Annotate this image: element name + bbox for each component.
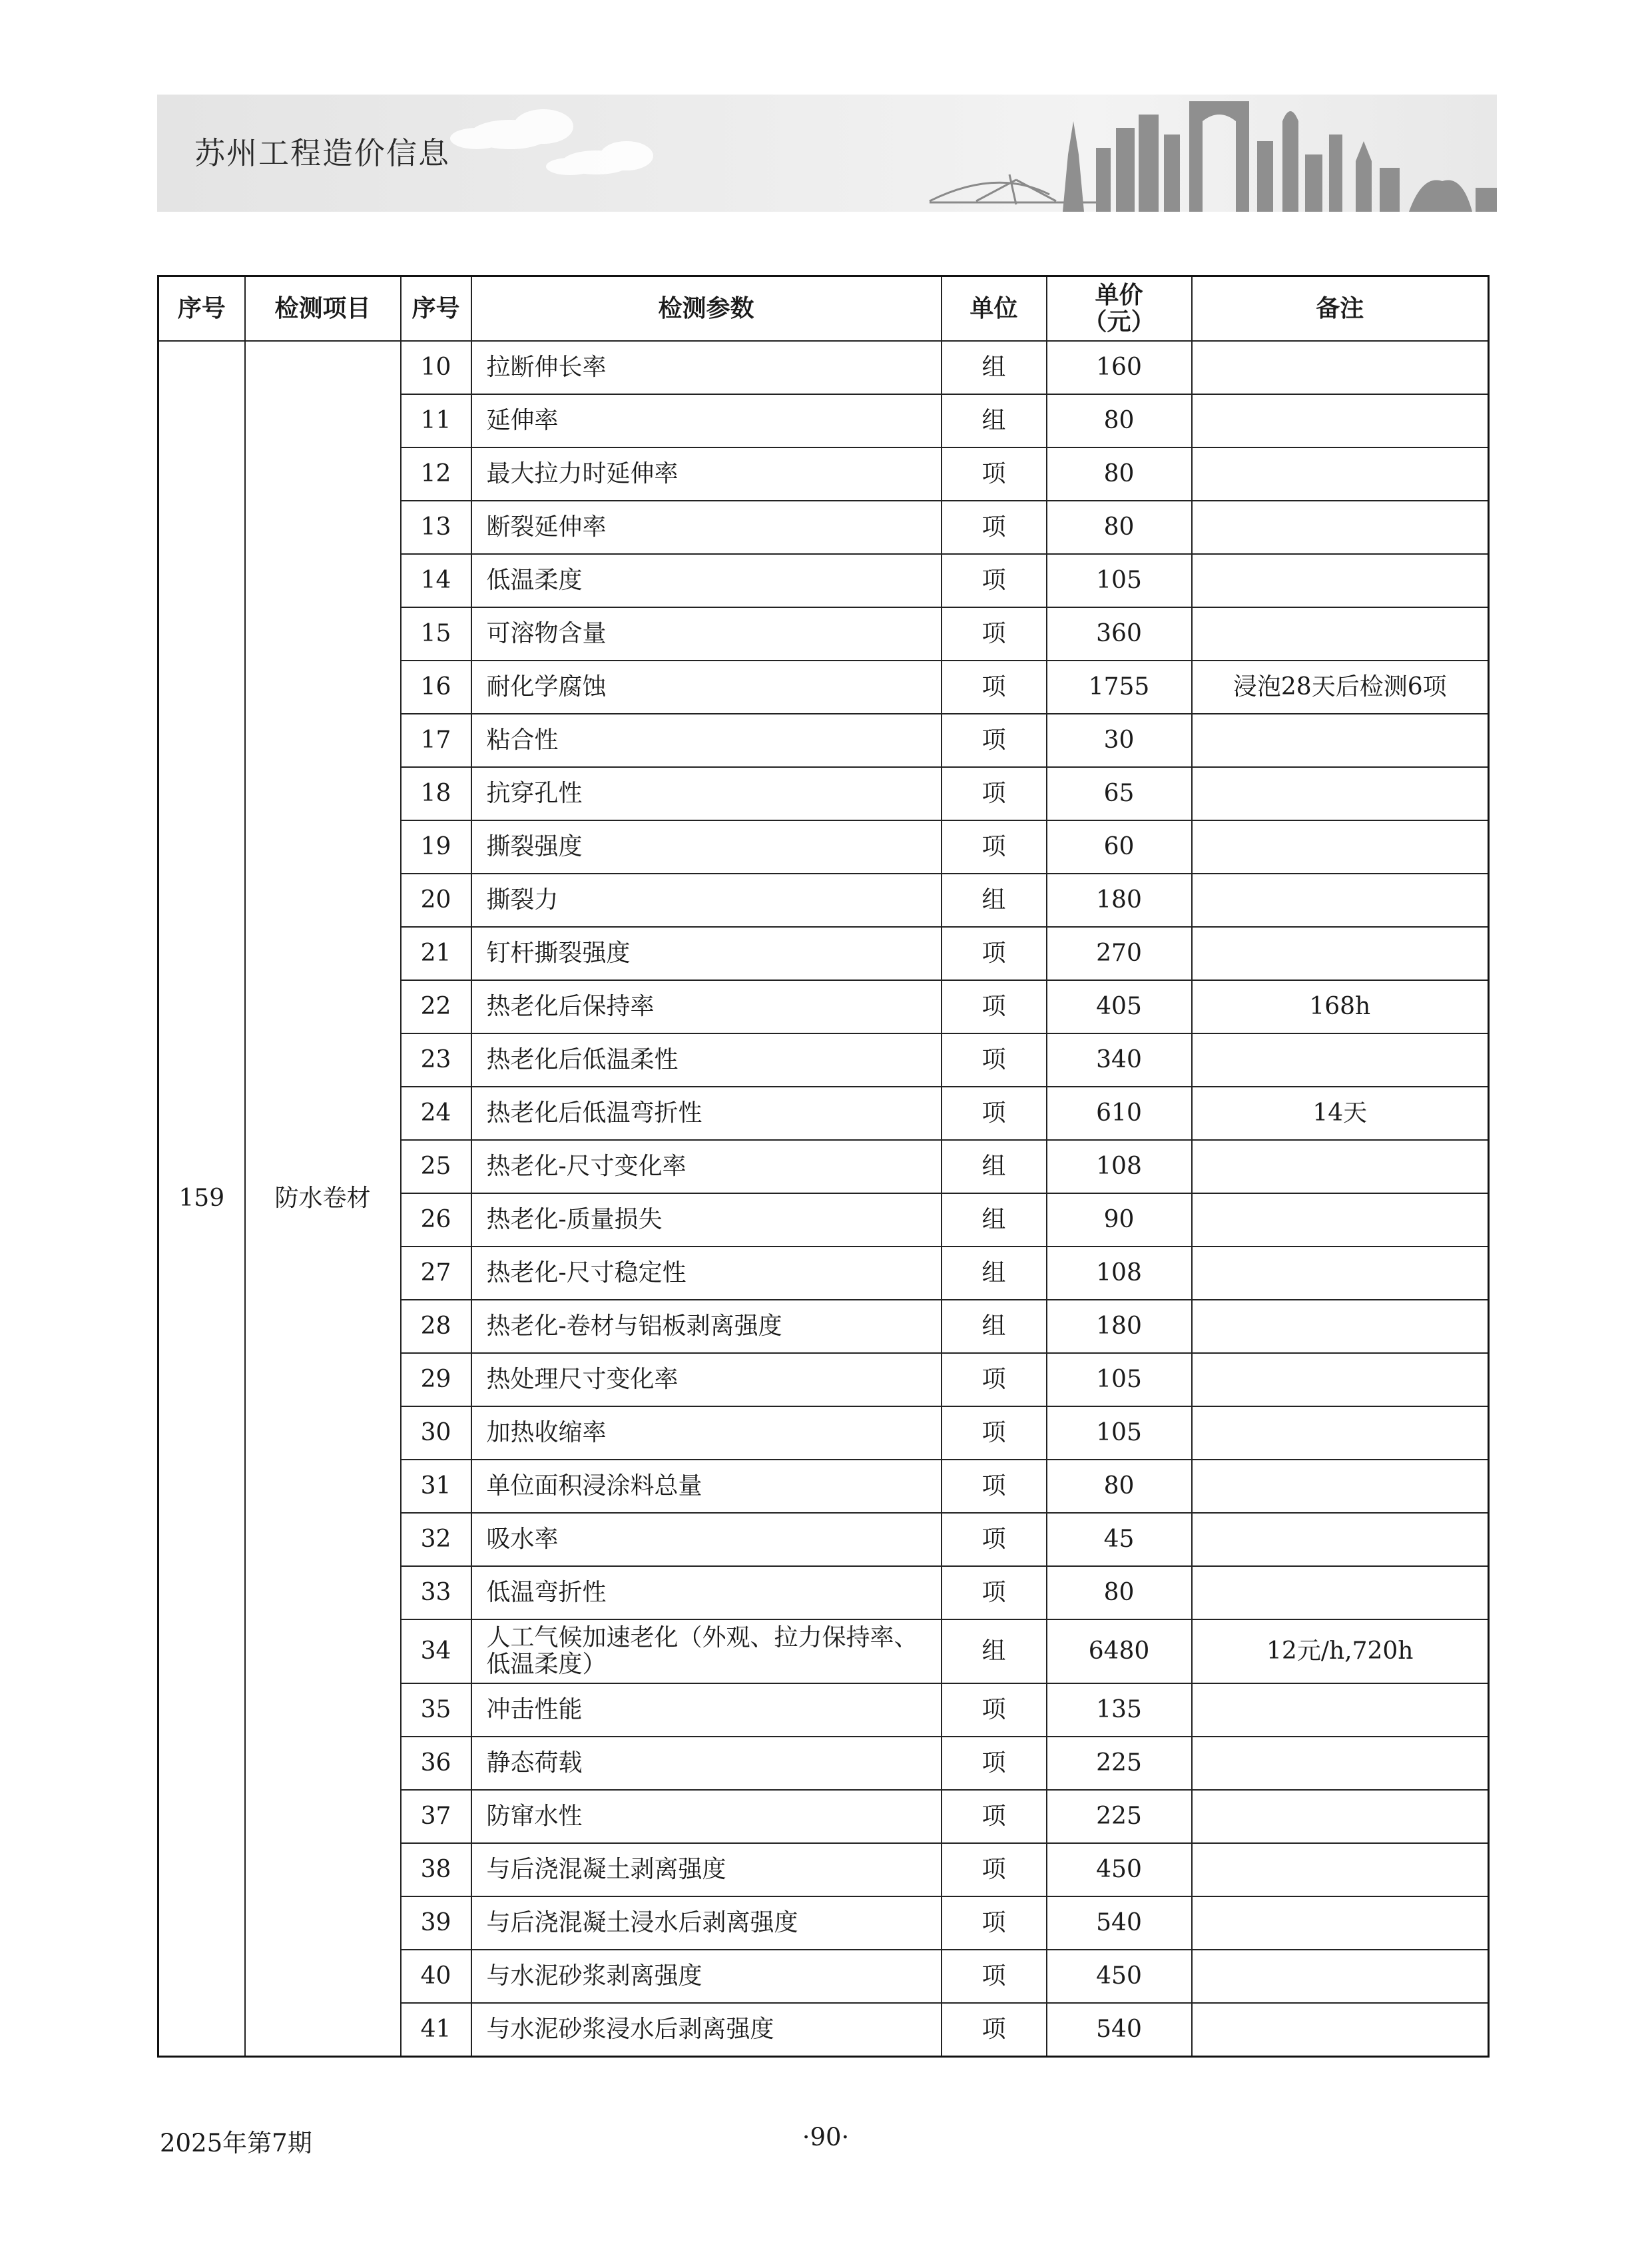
- unit-cell: 项: [942, 1460, 1047, 1513]
- price-cell: 225: [1047, 1790, 1192, 1843]
- row-number-cell: 14: [401, 554, 471, 607]
- test-param-cell: 防窜水性: [471, 1790, 942, 1843]
- price-cell: 610: [1047, 1087, 1192, 1140]
- note-cell: [1192, 714, 1489, 767]
- table-header-row: [158, 276, 1489, 342]
- row-number-cell: 13: [401, 501, 471, 554]
- test-param-cell: 吸水率: [471, 1513, 942, 1566]
- price-cell: 45: [1047, 1513, 1192, 1566]
- price-cell: 180: [1047, 874, 1192, 927]
- row-number-cell: 24: [401, 1087, 471, 1140]
- unit-cell: 项: [942, 1513, 1047, 1566]
- unit-cell: 项: [942, 2003, 1047, 2057]
- unit-cell: 项: [942, 661, 1047, 714]
- row-number-cell: 41: [401, 2003, 471, 2057]
- price-cell: 450: [1047, 1950, 1192, 2003]
- row-number-cell: 29: [401, 1353, 471, 1406]
- test-param-cell: 断裂延伸率: [471, 501, 942, 554]
- price-cell: 60: [1047, 820, 1192, 874]
- test-param-cell: 热老化-卷材与铝板剥离强度: [471, 1300, 942, 1353]
- test-param-cell: 热老化-尺寸变化率: [471, 1140, 942, 1193]
- row-number-cell: 40: [401, 1950, 471, 2003]
- row-number-cell: 20: [401, 874, 471, 927]
- row-number-cell: 16: [401, 661, 471, 714]
- note-cell: [1192, 820, 1489, 874]
- note-cell: 浸泡28天后检测6项: [1192, 661, 1489, 714]
- test-param-cell: 低温柔度: [471, 554, 942, 607]
- row-number-cell: 37: [401, 1790, 471, 1843]
- unit-cell: 项: [942, 767, 1047, 820]
- cloud-icon: [450, 109, 653, 175]
- price-cell: 30: [1047, 714, 1192, 767]
- row-number-cell: 10: [401, 341, 471, 394]
- test-param-cell: 与后浇混凝土浸水后剥离强度: [471, 1896, 942, 1950]
- note-cell: [1192, 1353, 1489, 1406]
- unit-cell: 组: [942, 874, 1047, 927]
- row-number-cell: 36: [401, 1737, 471, 1790]
- row-number-cell: 33: [401, 1566, 471, 1619]
- unit-cell: 项: [942, 447, 1047, 501]
- row-number-cell: 19: [401, 820, 471, 874]
- unit-cell: 组: [942, 394, 1047, 447]
- note-cell: [1192, 1247, 1489, 1300]
- price-cell: 405: [1047, 980, 1192, 1033]
- row-number-cell: 15: [401, 607, 471, 661]
- header-group-no: 序号: [158, 276, 245, 342]
- unit-cell: 项: [942, 1406, 1047, 1460]
- note-cell: [1192, 447, 1489, 501]
- note-cell: [1192, 874, 1489, 927]
- test-param-cell: 人工气候加速老化（外观、拉力保持率、低温柔度）: [471, 1619, 942, 1683]
- unit-cell: 项: [942, 554, 1047, 607]
- unit-cell: 项: [942, 501, 1047, 554]
- note-cell: [1192, 394, 1489, 447]
- note-cell: [1192, 1843, 1489, 1896]
- test-param-cell: 低温弯折性: [471, 1566, 942, 1619]
- note-cell: [1192, 341, 1489, 394]
- note-cell: [1192, 501, 1489, 554]
- note-cell: 168h: [1192, 980, 1489, 1033]
- header-note: 备注: [1192, 276, 1489, 342]
- unit-cell: 项: [942, 1683, 1047, 1737]
- header-test-item: 检测项目: [245, 276, 401, 342]
- header-unit: 单位: [942, 276, 1047, 342]
- note-cell: [1192, 1683, 1489, 1737]
- group-item-cell: 防水卷材: [245, 341, 401, 2057]
- unit-cell: 组: [942, 1300, 1047, 1353]
- unit-cell: 项: [942, 1737, 1047, 1790]
- unit-cell: 项: [942, 1033, 1047, 1087]
- buildings-icon: [1063, 101, 1497, 212]
- row-number-cell: 17: [401, 714, 471, 767]
- unit-cell: 项: [942, 1353, 1047, 1406]
- note-cell: [1192, 1460, 1489, 1513]
- test-param-cell: 静态荷载: [471, 1737, 942, 1790]
- test-param-cell: 撕裂强度: [471, 820, 942, 874]
- test-param-cell: 与后浇混凝土剥离强度: [471, 1843, 942, 1896]
- price-cell: 80: [1047, 501, 1192, 554]
- row-number-cell: 23: [401, 1033, 471, 1087]
- row-number-cell: 26: [401, 1193, 471, 1247]
- test-param-cell: 热老化-尺寸稳定性: [471, 1247, 942, 1300]
- unit-cell: 组: [942, 1193, 1047, 1247]
- row-number-cell: 11: [401, 394, 471, 447]
- header-test-param: 检测参数: [471, 276, 942, 342]
- test-param-cell: 钉杆撕裂强度: [471, 927, 942, 980]
- row-number-cell: 35: [401, 1683, 471, 1737]
- row-number-cell: 31: [401, 1460, 471, 1513]
- price-cell: 180: [1047, 1300, 1192, 1353]
- price-cell: 360: [1047, 607, 1192, 661]
- test-param-cell: 热老化后保持率: [471, 980, 942, 1033]
- unit-cell: 项: [942, 1087, 1047, 1140]
- unit-cell: 项: [942, 1950, 1047, 2003]
- note-cell: [1192, 1033, 1489, 1087]
- price-cell: 90: [1047, 1193, 1192, 1247]
- row-number-cell: 12: [401, 447, 471, 501]
- group-number-cell: 159: [158, 341, 245, 2057]
- price-cell: 340: [1047, 1033, 1192, 1087]
- row-number-cell: 28: [401, 1300, 471, 1353]
- note-cell: [1192, 1737, 1489, 1790]
- header-row-no: 序号: [401, 276, 471, 342]
- row-number-cell: 18: [401, 767, 471, 820]
- page-number: ·90·: [802, 2123, 850, 2151]
- unit-cell: 项: [942, 927, 1047, 980]
- note-cell: [1192, 767, 1489, 820]
- price-cell: 1755: [1047, 661, 1192, 714]
- note-cell: 14天: [1192, 1087, 1489, 1140]
- test-param-cell: 抗穿孔性: [471, 767, 942, 820]
- test-param-cell: 可溶物含量: [471, 607, 942, 661]
- row-number-cell: 39: [401, 1896, 471, 1950]
- unit-cell: 项: [942, 714, 1047, 767]
- note-cell: [1192, 1790, 1489, 1843]
- price-cell: 160: [1047, 341, 1192, 394]
- table-row: [158, 341, 1489, 394]
- test-param-cell: 单位面积浸涂料总量: [471, 1460, 942, 1513]
- unit-cell: 项: [942, 820, 1047, 874]
- test-param-cell: 撕裂力: [471, 874, 942, 927]
- price-cell: 105: [1047, 554, 1192, 607]
- price-cell: 540: [1047, 2003, 1192, 2057]
- row-number-cell: 25: [401, 1140, 471, 1193]
- unit-cell: 项: [942, 1566, 1047, 1619]
- test-param-cell: 延伸率: [471, 394, 942, 447]
- price-cell: 105: [1047, 1353, 1192, 1406]
- price-cell: 6480: [1047, 1619, 1192, 1683]
- price-cell: 540: [1047, 1896, 1192, 1950]
- price-cell: 108: [1047, 1247, 1192, 1300]
- note-cell: 12元/h,720h: [1192, 1619, 1489, 1683]
- pricing-table: [157, 275, 1490, 2058]
- issue-label: 2025年第7期: [160, 2129, 312, 2157]
- test-param-cell: 耐化学腐蚀: [471, 661, 942, 714]
- unit-cell: 项: [942, 1896, 1047, 1950]
- note-cell: [1192, 1566, 1489, 1619]
- note-cell: [1192, 554, 1489, 607]
- test-param-cell: 热老化-质量损失: [471, 1193, 942, 1247]
- table-body: [158, 341, 1489, 2057]
- test-param-cell: 热老化后低温弯折性: [471, 1087, 942, 1140]
- row-number-cell: 27: [401, 1247, 471, 1300]
- test-param-cell: 加热收缩率: [471, 1406, 942, 1460]
- price-cell: 135: [1047, 1683, 1192, 1737]
- test-param-cell: 热老化后低温柔性: [471, 1033, 942, 1087]
- price-cell: 105: [1047, 1406, 1192, 1460]
- note-cell: [1192, 1513, 1489, 1566]
- unit-cell: 组: [942, 341, 1047, 394]
- unit-cell: 项: [942, 980, 1047, 1033]
- note-cell: [1192, 607, 1489, 661]
- test-param-cell: 与水泥砂浆浸水后剥离强度: [471, 2003, 942, 2057]
- test-param-cell: 最大拉力时延伸率: [471, 447, 942, 501]
- note-cell: [1192, 1406, 1489, 1460]
- note-cell: [1192, 1300, 1489, 1353]
- price-cell: 270: [1047, 927, 1192, 980]
- note-cell: [1192, 1140, 1489, 1193]
- price-cell: 80: [1047, 447, 1192, 501]
- test-param-cell: 冲击性能: [471, 1683, 942, 1737]
- row-number-cell: 32: [401, 1513, 471, 1566]
- price-cell: 225: [1047, 1737, 1192, 1790]
- unit-cell: 组: [942, 1619, 1047, 1683]
- note-cell: [1192, 927, 1489, 980]
- price-cell: 80: [1047, 1566, 1192, 1619]
- test-param-cell: 与水泥砂浆剥离强度: [471, 1950, 942, 2003]
- test-param-cell: 热处理尺寸变化率: [471, 1353, 942, 1406]
- unit-cell: 组: [942, 1247, 1047, 1300]
- price-cell: 450: [1047, 1843, 1192, 1896]
- test-param-cell: 拉断伸长率: [471, 341, 942, 394]
- unit-cell: 组: [942, 1140, 1047, 1193]
- publication-title: 苏州工程造价信息: [194, 135, 450, 171]
- note-cell: [1192, 1950, 1489, 2003]
- test-param-cell: 粘合性: [471, 714, 942, 767]
- row-number-cell: 38: [401, 1843, 471, 1896]
- row-number-cell: 34: [401, 1619, 471, 1683]
- unit-cell: 项: [942, 1790, 1047, 1843]
- header-banner: [157, 95, 1497, 212]
- note-cell: [1192, 1896, 1489, 1950]
- price-cell: 80: [1047, 394, 1192, 447]
- unit-cell: 项: [942, 1843, 1047, 1896]
- header-price: 单价 （元）: [1047, 276, 1192, 342]
- note-cell: [1192, 2003, 1489, 2057]
- price-cell: 80: [1047, 1460, 1192, 1513]
- row-number-cell: 30: [401, 1406, 471, 1460]
- unit-cell: 项: [942, 607, 1047, 661]
- row-number-cell: 22: [401, 980, 471, 1033]
- price-cell: 108: [1047, 1140, 1192, 1193]
- price-cell: 65: [1047, 767, 1192, 820]
- row-number-cell: 21: [401, 927, 471, 980]
- note-cell: [1192, 1193, 1489, 1247]
